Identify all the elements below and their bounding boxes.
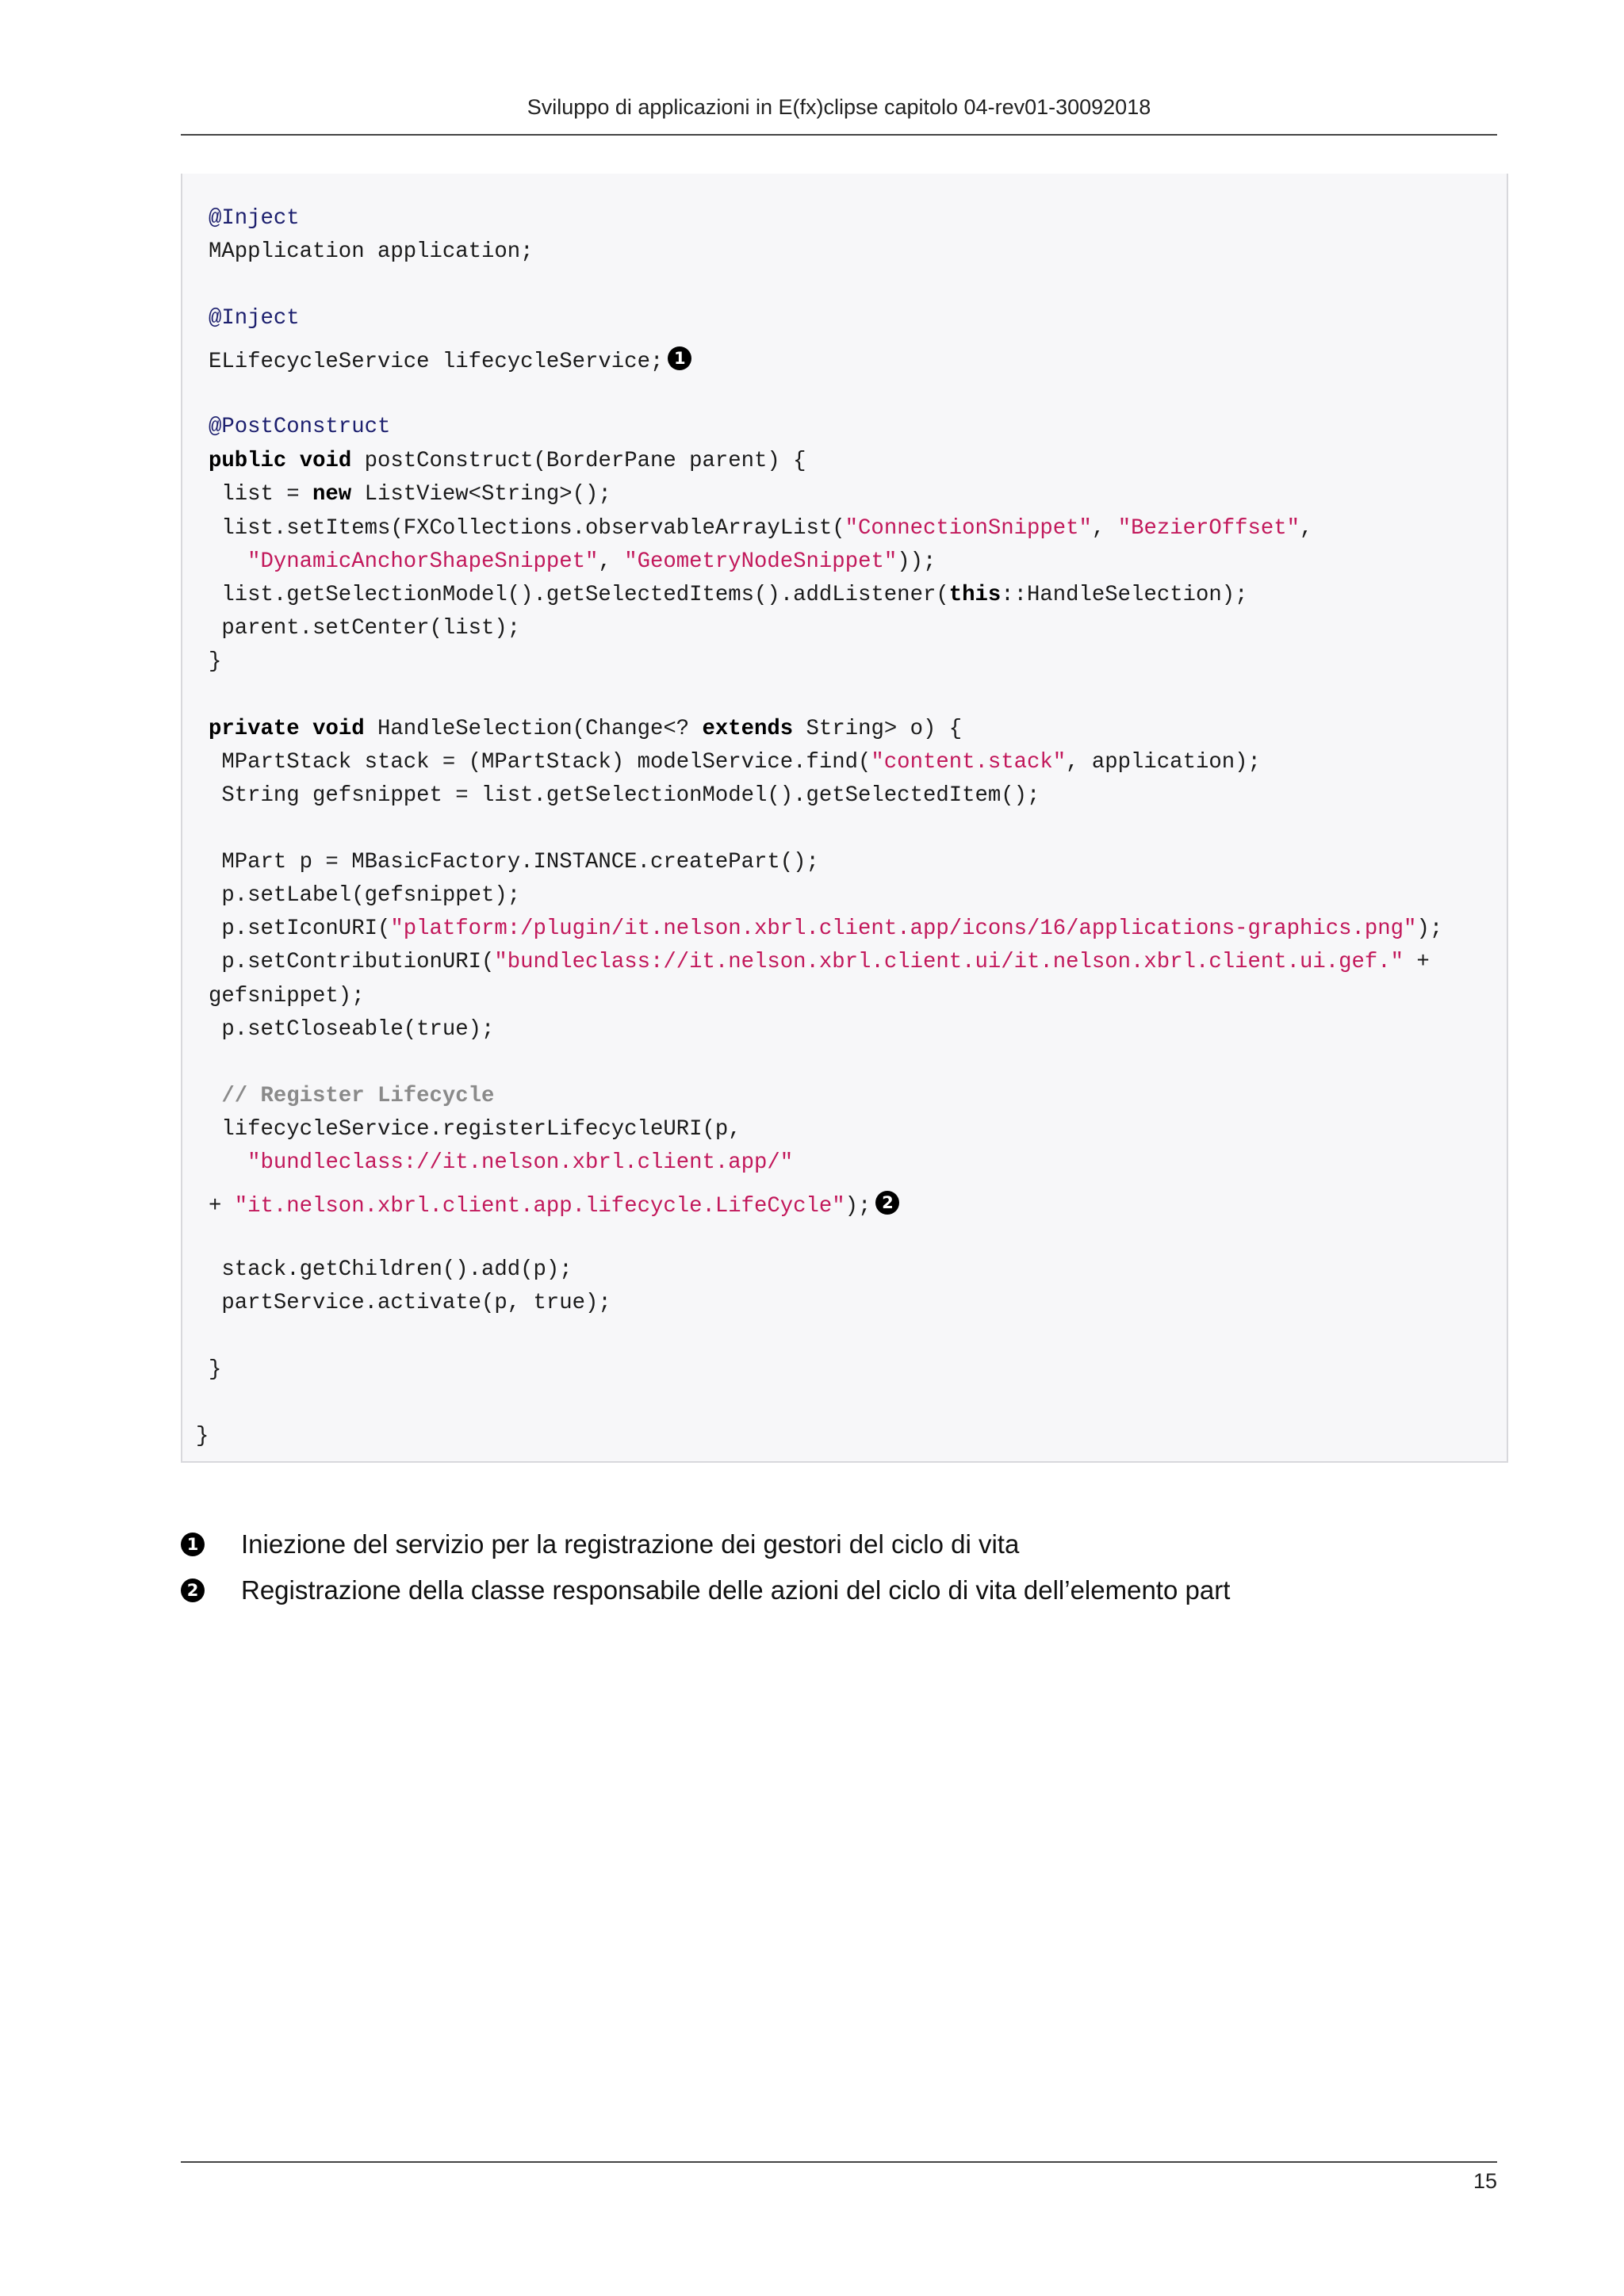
code-token: String> o) {	[793, 717, 963, 741]
code-token: this	[948, 583, 1002, 607]
page-header: Sviluppo di applicazioni in E(fx)clipse capitolo 04-rev01-30092018	[527, 95, 1151, 119]
code-token: void	[299, 449, 352, 473]
code-line	[209, 1257, 573, 1284]
code-token: p.setCloseable(true);	[209, 1017, 495, 1042]
code-token: "GeometryNodeSnippet"	[624, 549, 898, 574]
callout-note-text-1: Iniezione del servizio per la registrazione dei gestori del ciclo di vita	[241, 1529, 1020, 1559]
code-token: }	[196, 1424, 209, 1448]
callout-note-2	[181, 1573, 1529, 1608]
code-token: "DynamicAnchorShapeSnippet"	[247, 549, 599, 574]
code-token: }	[209, 1357, 222, 1382]
code-token	[300, 717, 312, 741]
code-line	[209, 649, 221, 675]
code-token: "platform:/plugin/it.nelson.xbrl.client.app/icons/16/applications-graphics.png"	[390, 916, 1417, 941]
code-token: lifecycleService.registerLifecycleURI(p,	[209, 1117, 741, 1142]
code-token	[286, 449, 299, 473]
code-line	[209, 749, 1261, 776]
code-token: ));	[897, 549, 936, 574]
code-token: parent.setCenter(list);	[209, 616, 521, 641]
code-token: }	[209, 649, 222, 674]
code-token: @Inject	[209, 206, 300, 231]
code-token: postConstruct(BorderPane parent) {	[351, 449, 806, 473]
code-token: @Inject	[209, 306, 300, 331]
code-line	[209, 1150, 793, 1177]
code-token: "ConnectionSnippet"	[845, 516, 1092, 541]
code-callout-1: 1	[668, 346, 691, 370]
code-line	[209, 716, 962, 743]
code-line	[209, 305, 300, 332]
code-line	[209, 346, 691, 376]
code-line	[209, 783, 1040, 809]
callout-badge-1: 1	[181, 1533, 205, 1556]
code-line	[209, 1116, 741, 1143]
code-token: ,	[1300, 516, 1313, 541]
code-line	[209, 549, 936, 576]
code-line	[209, 481, 611, 508]
code-line	[209, 205, 300, 232]
code-token: "bundleclass://it.nelson.xbrl.client.ui/it.nelson.xbrl.client.ui.gef."	[494, 950, 1404, 974]
code-token: gefsnippet);	[209, 984, 365, 1008]
code-line	[209, 1290, 611, 1317]
code-token: @PostConstruct	[209, 415, 391, 439]
footer-rule	[181, 2161, 1497, 2163]
code-line	[209, 615, 520, 642]
code-token	[209, 1084, 221, 1108]
code-token: private	[209, 717, 300, 741]
code-token: list.getSelectionModel().getSelectedItems().addListener(	[209, 583, 949, 607]
code-token: HandleSelection(Change<?	[364, 717, 703, 741]
code-token: "it.nelson.xbrl.client.app.lifecycle.LifeCycle"	[234, 1194, 845, 1219]
code-token: list.setItems(FXCollections.observableArrayList(	[209, 516, 845, 541]
callout-note-1	[181, 1527, 1529, 1562]
code-line	[209, 582, 1248, 609]
code-token: );	[1416, 916, 1443, 941]
code-line	[209, 882, 520, 909]
code-line	[196, 1423, 209, 1450]
callout-note-text-2: Registrazione della classe responsabile delle azioni del ciclo di vita dell’elemento part	[241, 1575, 1231, 1605]
code-token: ELifecycleService lifecycleService;	[209, 350, 664, 374]
code-token: +	[1404, 950, 1430, 974]
code-token: "content.stack"	[871, 750, 1067, 775]
code-token: , application);	[1066, 750, 1261, 775]
code-token: MPart p = MBasicFactory.INSTANCE.createPart();	[209, 850, 819, 874]
code-token: p.setLabel(gefsnippet);	[209, 883, 521, 908]
code-token: ::HandleSelection);	[1001, 583, 1248, 607]
code-line	[209, 239, 534, 266]
code-line	[209, 515, 1312, 542]
code-token: MPartStack stack = (MPartStack) modelService.find(	[209, 750, 871, 775]
page-number: 15	[1473, 2169, 1497, 2193]
code-token: list =	[209, 482, 313, 507]
code-block	[181, 174, 1508, 1463]
code-line	[209, 448, 806, 475]
code-line	[209, 1357, 221, 1383]
code-line	[209, 916, 1442, 943]
code-token: partService.activate(p, true);	[209, 1291, 611, 1315]
callout-badge-2: 2	[181, 1578, 205, 1602]
code-line	[209, 849, 819, 876]
code-token: "BezierOffset"	[1117, 516, 1300, 541]
code-token: ,	[1091, 516, 1118, 541]
code-token: +	[209, 1194, 235, 1219]
code-token: public	[209, 449, 287, 473]
code-token: extends	[702, 717, 794, 741]
code-token: void	[312, 717, 365, 741]
code-token	[209, 549, 247, 574]
code-token: );	[845, 1194, 871, 1219]
code-line	[209, 1191, 899, 1220]
code-token: p.setContributionURI(	[209, 950, 495, 974]
code-token: new	[312, 482, 352, 507]
code-callout-2: 2	[875, 1191, 899, 1215]
code-token: ListView<String>();	[351, 482, 611, 507]
code-token: MApplication application;	[209, 239, 534, 264]
code-line	[209, 1016, 494, 1043]
code-token: // Register Lifecycle	[221, 1084, 495, 1108]
code-line	[209, 983, 365, 1010]
code-token	[209, 1150, 247, 1175]
code-token: String gefsnippet = list.getSelectionModel().getSelectedItem();	[209, 783, 1040, 808]
header-rule	[181, 134, 1497, 136]
code-token: stack.getChildren().add(p);	[209, 1257, 573, 1282]
code-token: ,	[598, 549, 625, 574]
code-token: p.setIconURI(	[209, 916, 391, 941]
code-line	[209, 949, 1430, 976]
code-line	[209, 1083, 494, 1110]
code-token: "bundleclass://it.nelson.xbrl.client.app/"	[247, 1150, 794, 1175]
code-line	[209, 414, 390, 441]
